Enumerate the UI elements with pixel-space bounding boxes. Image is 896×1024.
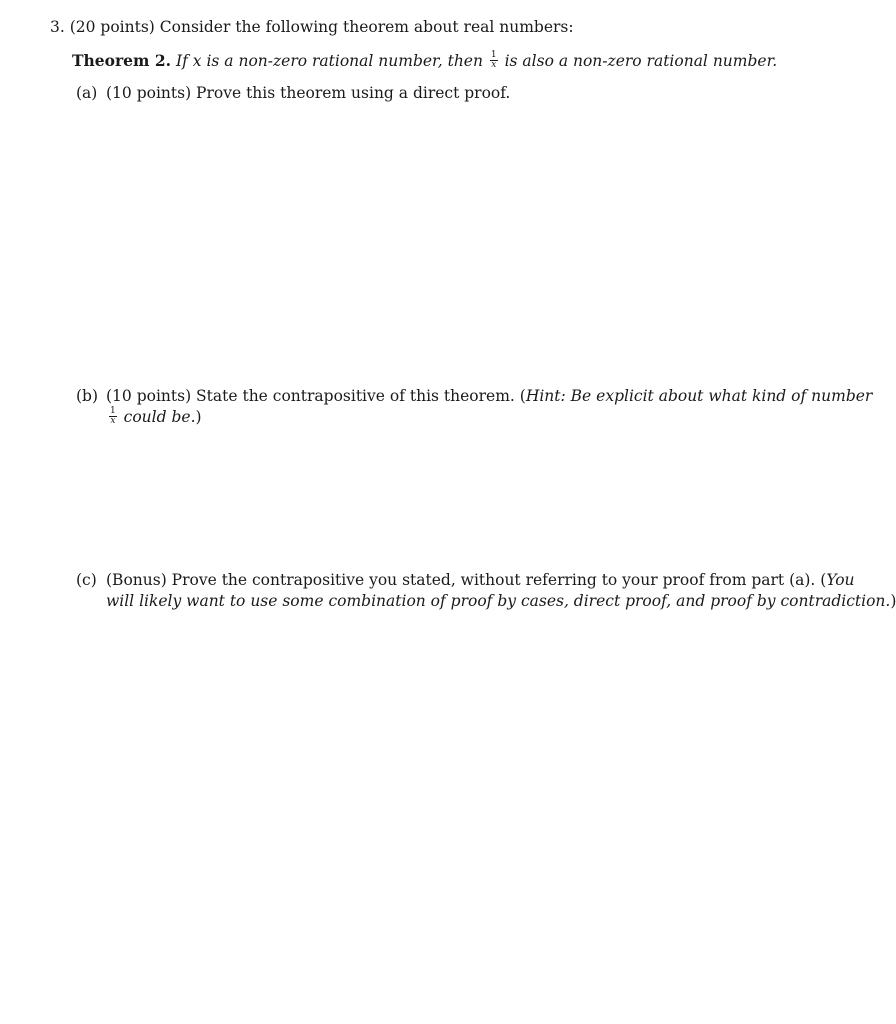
part-c-text: (Bonus) Prove the contrapositive you stated, without referring to your proof from part (a). ( bbox=[106, 571, 827, 589]
part-b-line2 bbox=[109, 405, 202, 428]
part-b-close-paren: ) bbox=[195, 408, 202, 426]
part-b-text: (10 points) State the contrapositive of this theorem. ( bbox=[106, 387, 526, 405]
part-c-label: (c) bbox=[76, 571, 97, 589]
part-a bbox=[76, 84, 510, 102]
part-b bbox=[76, 387, 872, 405]
part-c-italic: You bbox=[826, 571, 855, 589]
fraction-denominator: x bbox=[110, 415, 116, 426]
question-text: Consider the following theorem about real numbers: bbox=[159, 18, 574, 36]
part-b-label: (b) bbox=[76, 387, 99, 405]
part-b-hint-label: Hint: bbox=[525, 387, 566, 405]
theorem-mid: is a non-zero rational number, then bbox=[206, 52, 483, 70]
fraction-numerator: 1 bbox=[110, 405, 116, 416]
part-b-hint-text: Be explicit about what kind of number bbox=[565, 387, 873, 405]
part-a-label: (a) bbox=[76, 84, 98, 102]
part-b-line2-text: could be. bbox=[123, 408, 196, 426]
question-header bbox=[50, 18, 574, 36]
question-number: 3. bbox=[50, 18, 65, 36]
theorem-pre: If bbox=[175, 52, 188, 70]
part-c-line2 bbox=[106, 592, 896, 610]
part-c-line2-text: will likely want to use some combination of proof by cases, direct proof, and proof by contradiction. bbox=[106, 592, 891, 610]
fraction-denominator: x bbox=[491, 59, 497, 70]
part-a-text: (10 points) Prove this theorem using a direct proof. bbox=[106, 84, 511, 102]
theorem-label: Theorem 2. bbox=[72, 51, 172, 70]
theorem-post: is also a non-zero rational number. bbox=[504, 52, 778, 70]
theorem-variable: x bbox=[192, 52, 202, 70]
part-c-close-paren: ) bbox=[890, 592, 896, 610]
question-points: (20 points) bbox=[69, 18, 155, 36]
theorem-statement bbox=[72, 51, 777, 72]
part-b-fraction bbox=[109, 407, 117, 426]
fraction-numerator: 1 bbox=[490, 49, 497, 60]
part-c bbox=[76, 571, 855, 589]
theorem-fraction bbox=[490, 51, 498, 70]
